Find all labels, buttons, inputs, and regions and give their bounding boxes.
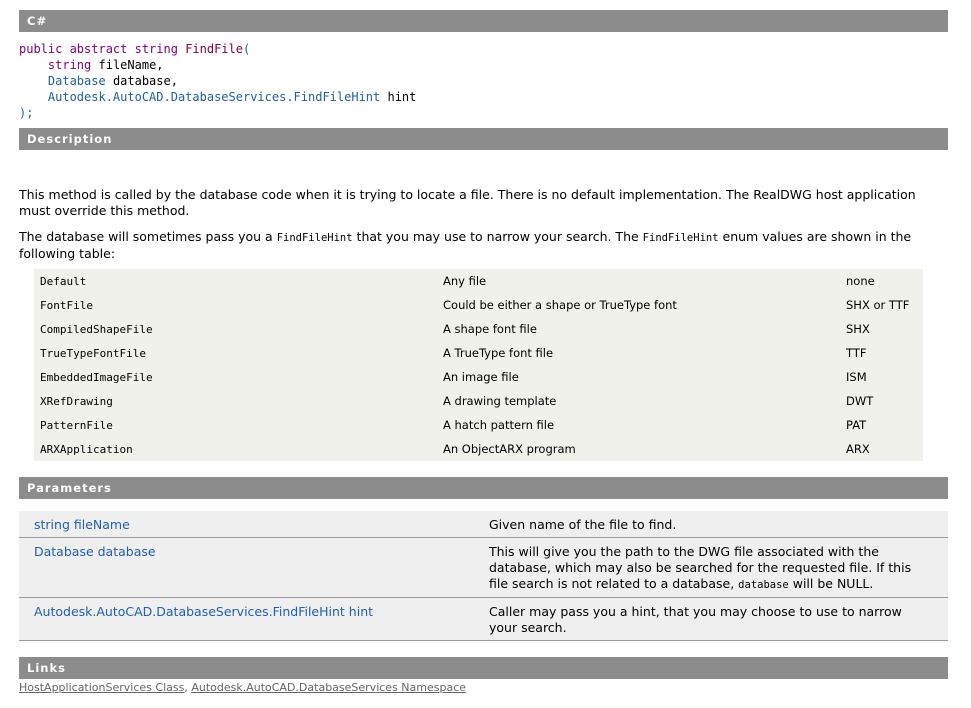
enum-name: CompiledShapeFile <box>40 322 153 336</box>
code-close: ); <box>19 106 34 120</box>
description-para-2 <box>19 229 948 262</box>
link-host-application-services[interactable]: HostApplicationServices Class <box>19 681 185 694</box>
parameter-name-cell <box>19 511 474 538</box>
links-header: Links <box>19 657 948 679</box>
param-desc-text-a: This will give you the path to the DWG file associated with the database, which may also be searched for the requested file. If this file search is not related to a database, <box>489 544 912 591</box>
enum-ext: TTF <box>846 346 867 360</box>
code-keywords: public abstract string <box>19 42 178 56</box>
code-param3-type: Autodesk.AutoCAD.DatabaseServices.FindFileHint <box>47 90 381 104</box>
parameter-filename-link[interactable]: string fileName <box>34 517 130 532</box>
syntax-code <box>19 41 948 121</box>
description-para-1: This method is called by the database code when it is trying to locate a file. There is no default implementation. The RealDWG host application must override this method. <box>19 187 916 218</box>
links-list <box>19 681 948 694</box>
enum-ext: ISM <box>846 370 867 384</box>
parameters-table <box>19 511 948 641</box>
enum-row <box>34 365 923 389</box>
para2-text-a: The database will sometimes pass you a <box>19 229 273 244</box>
syntax-header: C# <box>19 10 948 32</box>
enum-desc: A TrueType font file <box>443 346 554 360</box>
description-header: Description <box>19 128 948 150</box>
enum-name: TrueTypeFontFile <box>40 346 146 360</box>
enum-desc: A drawing template <box>443 394 557 408</box>
para2-text-c: enum values are shown in the following table: <box>19 229 912 261</box>
parameter-hint-link[interactable]: Autodesk.AutoCAD.DatabaseServices.FindFileHint hint <box>34 604 374 619</box>
enum-desc: Could be either a shape or TrueType font <box>443 298 677 312</box>
code-param1-name: fileName, <box>98 58 164 72</box>
parameter-database-link[interactable]: Database database <box>34 544 156 559</box>
description-body <box>19 187 948 262</box>
parameter-desc: Caller may pass you a hint, that you may choose to use to narrow your search. <box>489 604 902 635</box>
enum-desc: An ObjectARX program <box>443 442 576 456</box>
code-param2-name: database, <box>112 74 178 88</box>
enum-ext: SHX or TTF <box>846 298 910 312</box>
enum-row <box>34 437 923 461</box>
para2-text-b: that you may use to narrow your search. The <box>356 229 639 244</box>
enum-name: PatternFile <box>40 418 113 432</box>
enum-ext: ARX <box>846 442 870 456</box>
parameter-name-cell <box>19 598 474 641</box>
link-database-services-namespace[interactable]: Autodesk.AutoCAD.DatabaseServices Namespace <box>191 681 467 694</box>
code-open-paren: ( <box>242 42 251 56</box>
parameters-header: Parameters <box>19 477 948 499</box>
parameter-desc <box>474 538 948 598</box>
enum-desc: Any file <box>443 274 487 288</box>
enum-desc: An image file <box>443 370 519 384</box>
enum-desc: A shape font file <box>443 322 537 336</box>
enum-ext: DWT <box>846 394 874 408</box>
enum-row <box>34 317 923 341</box>
links-separator: , <box>184 681 188 694</box>
enum-row <box>34 293 923 317</box>
param-desc-code: database <box>738 579 789 591</box>
enum-table <box>34 269 923 461</box>
code-method-name: FindFile <box>185 42 243 56</box>
param-desc-text-b: will be NULL. <box>792 576 874 591</box>
enum-row <box>34 341 923 365</box>
enum-desc: A hatch pattern file <box>443 418 555 432</box>
enum-name: Default <box>40 274 87 288</box>
para2-code-1: FindFileHint <box>276 232 353 244</box>
enum-ext: PAT <box>846 418 867 432</box>
enum-name: ARXApplication <box>40 442 133 456</box>
enum-row <box>34 389 923 413</box>
code-param2-type: Database <box>47 74 106 88</box>
enum-name: FontFile <box>40 298 93 312</box>
parameter-name-cell <box>19 538 474 598</box>
enum-name: EmbeddedImageFile <box>40 370 153 384</box>
enum-ext: none <box>846 274 875 288</box>
enum-name: XRefDrawing <box>40 394 113 408</box>
code-param1-type: string <box>47 58 92 72</box>
enum-row <box>34 269 923 293</box>
parameter-row <box>19 511 948 538</box>
enum-ext: SHX <box>846 322 870 336</box>
parameter-desc: Given name of the file to find. <box>489 517 677 532</box>
enum-row <box>34 413 923 437</box>
parameter-row <box>19 538 948 598</box>
code-param3-name: hint <box>387 90 417 104</box>
document <box>19 0 948 694</box>
para2-code-2: FindFileHint <box>642 232 719 244</box>
parameter-row <box>19 598 948 641</box>
